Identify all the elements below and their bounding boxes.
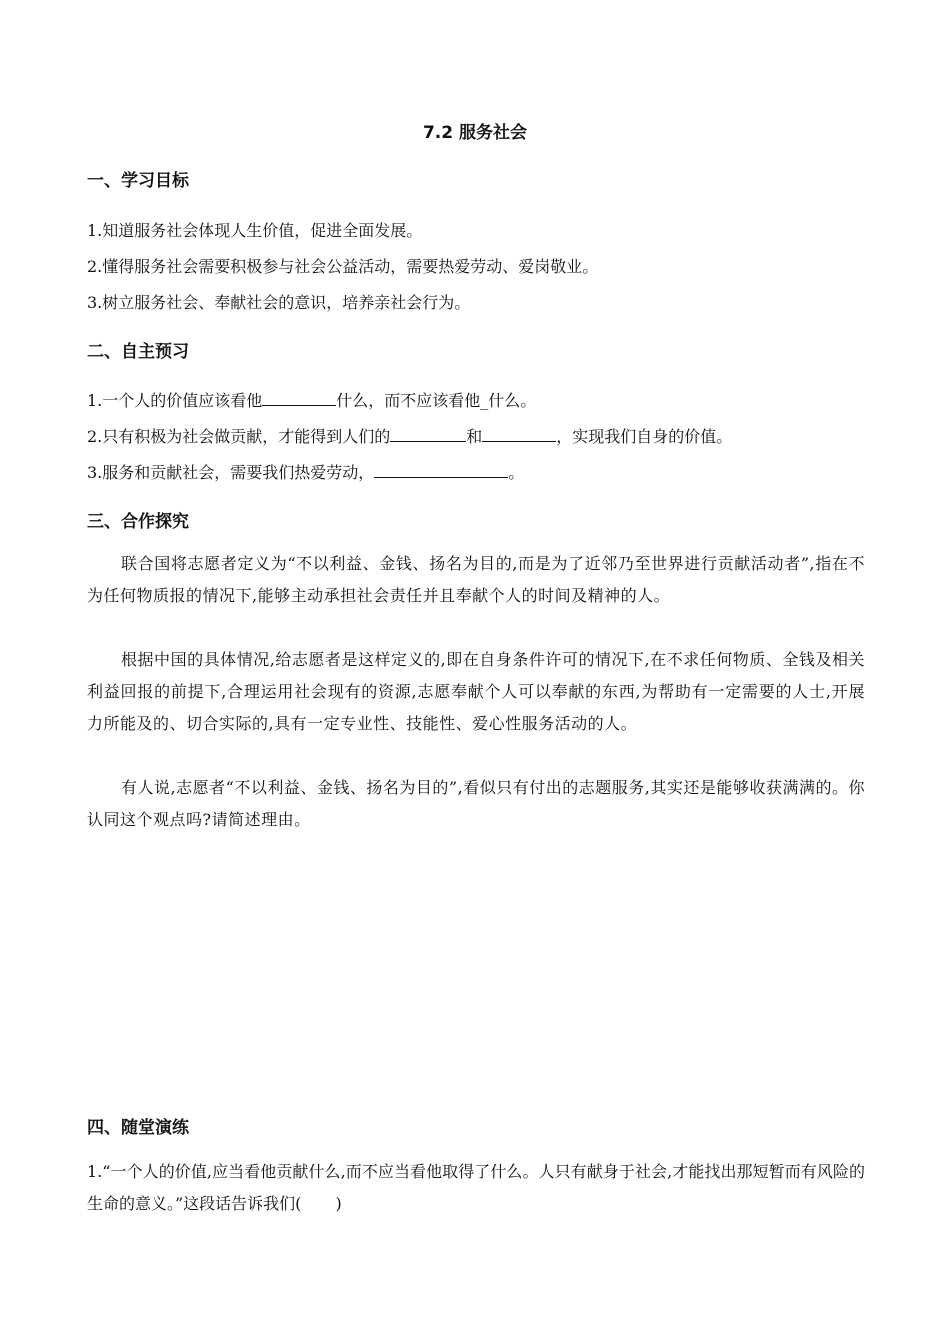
- preview-item-3-text-b: 。: [508, 463, 525, 482]
- goal-item-1: 1.知道服务社会体现人生价值，促进全面发展。: [87, 221, 423, 240]
- section-heading-explore: 三、合作探究: [87, 512, 189, 532]
- fill-blank-1[interactable]: [262, 391, 336, 406]
- practice-question-1-close: ): [335, 1194, 342, 1213]
- preview-item-2-text-a: 2.只有积极为社会做贡献，才能得到人们的: [87, 427, 391, 446]
- preview-item-2-text-b: 和: [466, 427, 483, 446]
- section-heading-practice: 四、随堂演练: [87, 1118, 189, 1138]
- preview-item-1-text-b: 什么，而不应该看他_什么。: [336, 391, 537, 410]
- explore-paragraph-1: 联合国将志愿者定义为“不以利益、金钱、扬名为目的,而是为了近邻乃至世界进行贡献活动者”,指在不为任何物质报的情况下,能够主动承担社会责任并且奉献个人的时间及精神的人。: [87, 554, 865, 605]
- preview-item-3-text-a: 3.服务和贡献社会，需要我们热爱劳动，: [87, 463, 375, 482]
- preview-item-2-text-c: ，实现我们自身的价值。: [556, 427, 733, 446]
- section-heading-goals: 一、学习目标: [87, 171, 189, 191]
- preview-item-2: [87, 424, 732, 447]
- preview-item-1: [87, 388, 536, 411]
- explore-paragraph-2: 根据中国的具体情况,给志愿者是这样定义的,即在自身条件许可的情况下,在不求任何物质、全钱及相关利益回报的前提下,合理运用社会现有的资源,志愿奉献个人可以奉献的东西,为帮助有一定需要的人士,开展力所能及的、切合实际的,具有一定专业性、技能性、爱心性服务活动的人。: [87, 650, 865, 733]
- fill-blank-4[interactable]: [374, 463, 508, 478]
- fill-blank-2[interactable]: [390, 427, 466, 442]
- preview-item-3: [87, 460, 524, 483]
- fill-blank-3[interactable]: [482, 427, 556, 442]
- section-heading-preview: 二、自主预习: [87, 342, 189, 362]
- explore-paragraph-3: 有人说,志愿者“不以利益、金钱、扬名为目的”,看似只有付出的志题服务,其实还是能够收获满满的。你认同这个观点吗?请简述理由。: [87, 778, 865, 829]
- page-title: 7.2 服务社会: [422, 123, 528, 143]
- practice-question-1: [87, 1156, 865, 1220]
- goal-item-3: 3.树立服务社会、奉献社会的意识，培养亲社会行为。: [87, 293, 471, 312]
- practice-question-1-text: 1.“一个人的价值,应当看他贡献什么,而不应当看他取得了什么。人只有献身于社会,才能找出那短暂而有风险的生命的意义。”这段话告诉我们(: [87, 1162, 865, 1213]
- goal-item-2: 2.懂得服务社会需要积极参与社会公益活动，需要热爱劳动、爱岗敬业。: [87, 257, 599, 276]
- preview-item-1-text-a: 1.一个人的价值应该看他: [87, 391, 263, 410]
